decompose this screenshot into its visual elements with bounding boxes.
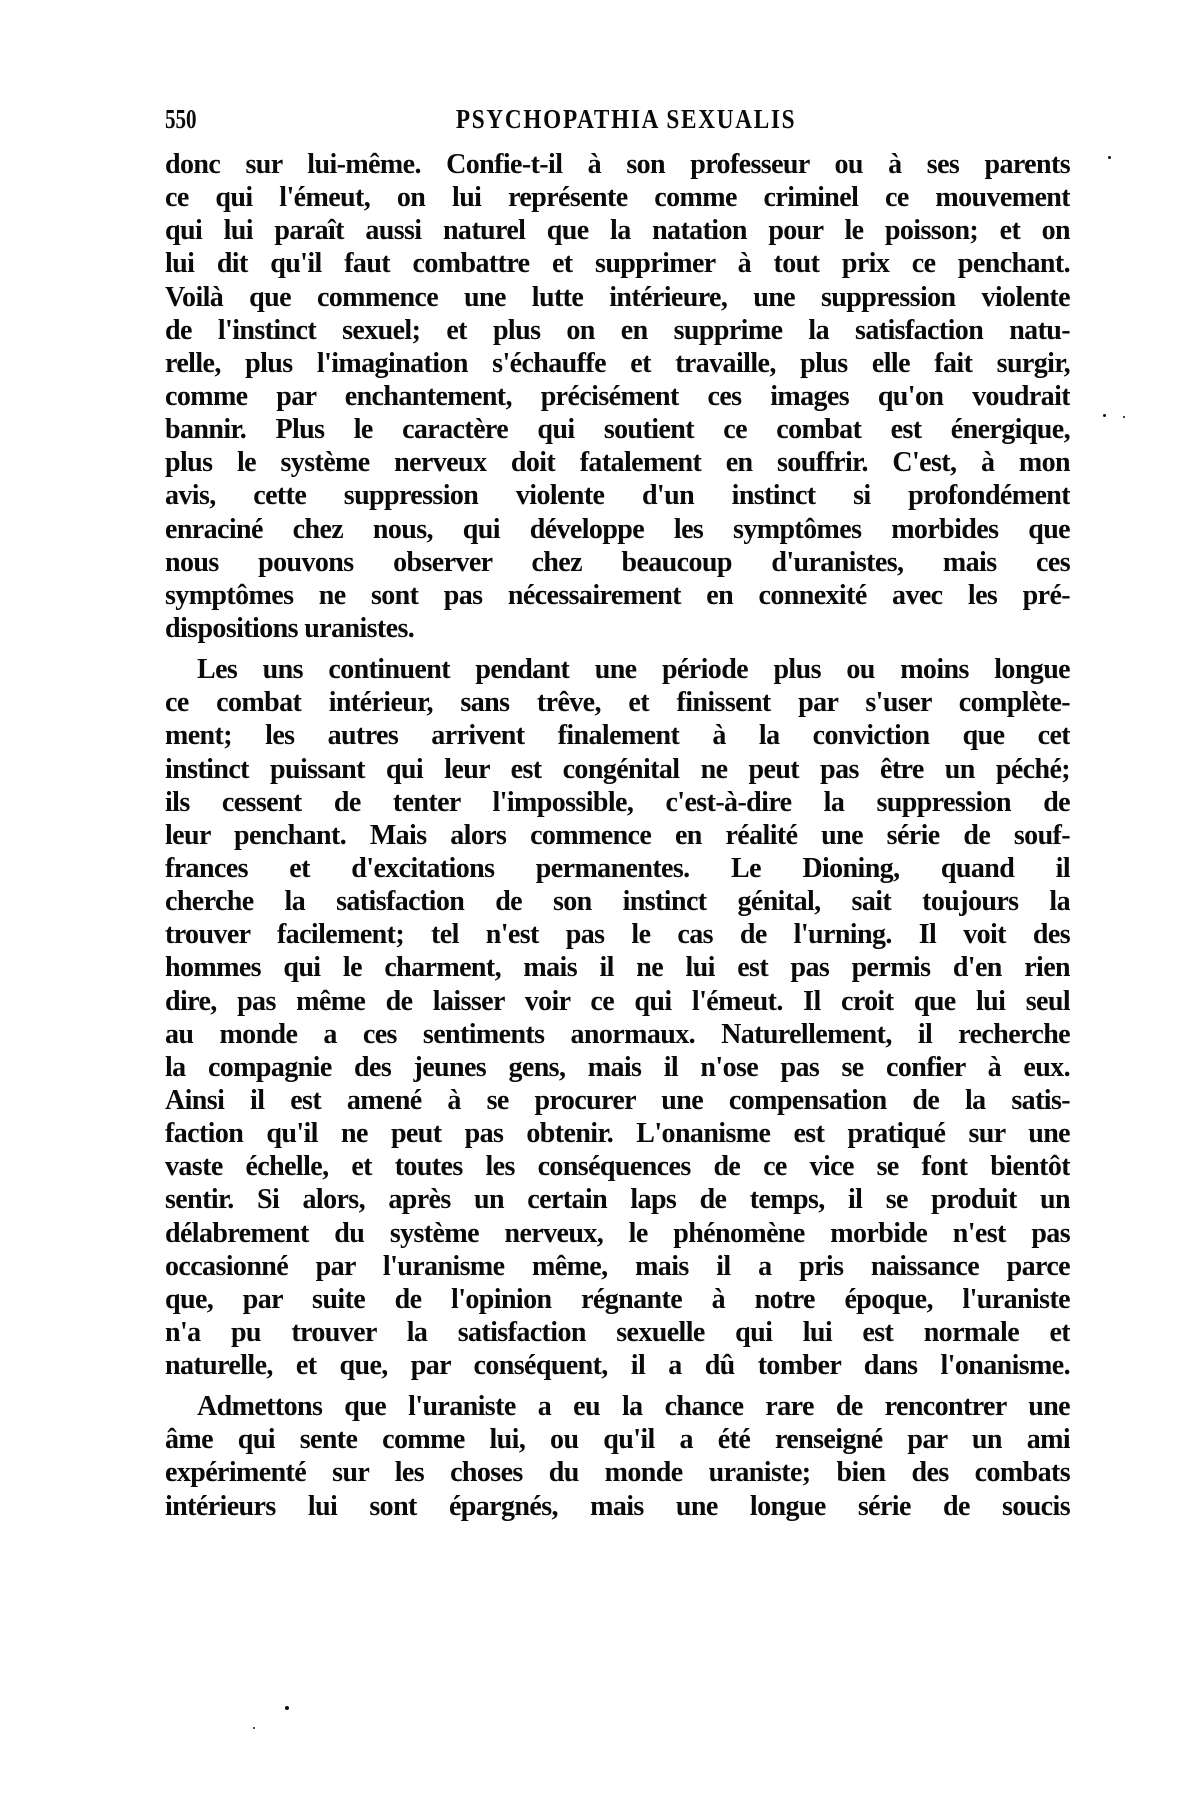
text-line: Admettons que l'uraniste a eu la chance rare de rencontrer une: [197, 1391, 1070, 1423]
text-line: n'a pu trouver la satisfaction sexuelle qui lui est normale et: [165, 1316, 1070, 1348]
text-line: Ainsi il est amené à se procurer une compensation de la satis-: [165, 1084, 1070, 1116]
text-line: que, par suite de l'opinion régnante à notre époque, l'uraniste: [165, 1283, 1070, 1315]
text-line: de l'instinct sexuel; et plus on en supprime la satisfaction natu-: [165, 314, 1070, 346]
text-line: avis, cette suppression violente d'un instinct si profondément: [165, 480, 1070, 512]
text-line: la compagnie des jeunes gens, mais il n'ose pas se confier à eux.: [165, 1051, 1070, 1083]
text-line: expérimenté sur les choses du monde uraniste; bien des combats: [165, 1457, 1070, 1489]
scan-speck: [285, 1706, 289, 1710]
text-line: vaste échelle, et toutes les conséquences de ce vice se font bientôt: [165, 1151, 1070, 1183]
paragraph-3: [165, 1390, 1070, 1523]
paragraph-2: [165, 653, 1070, 1382]
text-line: leur penchant. Mais alors commence en réalité une série de souf-: [165, 819, 1070, 851]
running-title: PSYCHOPATHIA SEXUALIS: [455, 104, 797, 134]
text-line: sentir. Si alors, après un certain laps de temps, il se produit un: [165, 1184, 1070, 1216]
text-line: comme par enchantement, précisément ces images qu'on voudrait: [165, 380, 1070, 412]
paragraph-gap: [165, 1382, 1070, 1390]
text-line: faction qu'il ne peut pas obtenir. L'onanisme est pratiqué sur une: [165, 1118, 1070, 1150]
text-line: naturelle, et que, par conséquent, il a dû tomber dans l'onanisme.: [165, 1350, 1070, 1382]
scan-speck: [1103, 414, 1106, 417]
text-line: instinct puissant qui leur est congénital ne peut pas être un péché;: [165, 753, 1070, 785]
text-line: hommes qui le charment, mais il ne lui est pas permis d'en rien: [165, 952, 1070, 984]
text-line: ils cessent de tenter l'impossible, c'est-à-dire la suppression de: [165, 786, 1070, 818]
text-line: relle, plus l'imagination s'échauffe et travaille, plus elle fait surgir,: [165, 347, 1070, 379]
scan-speck: [253, 1727, 255, 1729]
text-line: cherche la satisfaction de son instinct génital, sait toujours la: [165, 886, 1070, 918]
text-line: enraciné chez nous, qui développe les symptômes morbides que: [165, 513, 1070, 545]
text-line: intérieurs lui sont épargnés, mais une longue série de soucis: [165, 1490, 1070, 1522]
text-line: ce combat intérieur, sans trêve, et finissent par s'user complète-: [165, 687, 1070, 719]
paragraph-1: [165, 148, 1070, 645]
text-line: bannir. Plus le caractère qui soutient ce combat est énergique,: [165, 414, 1070, 446]
page-number: 550: [165, 104, 197, 134]
text-line: dispositions uranistes.: [165, 612, 415, 644]
text-line: qui lui paraît aussi naturel que la natation pour le poisson; et on: [165, 215, 1070, 247]
text-line: Les uns continuent pendant une période plus ou moins longue: [197, 654, 1070, 686]
paragraph-gap: [165, 645, 1070, 653]
text-line: ce qui l'émeut, on lui représente comme criminel ce mouvement: [165, 182, 1070, 214]
text-line: symptômes ne sont pas nécessairement en connexité avec les pré-: [165, 579, 1070, 611]
text-line: frances et d'excitations permanentes. Le Dioning, quand il: [165, 852, 1070, 884]
running-head: [165, 104, 1070, 140]
scan-speck: [1123, 416, 1125, 418]
text-line: lui dit qu'il faut combattre et supprimer à tout prix ce penchant.: [165, 248, 1070, 280]
text-line: occasionné par l'uranisme même, mais il a pris naissance parce: [165, 1250, 1070, 1282]
text-line: trouver facilement; tel n'est pas le cas de l'urning. Il voit des: [165, 919, 1070, 951]
text-line: âme qui sente comme lui, ou qu'il a été renseigné par un ami: [165, 1424, 1070, 1456]
text-line: au monde a ces sentiments anormaux. Naturellement, il recherche: [165, 1018, 1070, 1050]
text-line: ment; les autres arrivent finalement à la conviction que cet: [165, 720, 1070, 752]
body-text: [165, 148, 1070, 1523]
text-line: dire, pas même de laisser voir ce qui l'émeut. Il croit que lui seul: [165, 985, 1070, 1017]
scan-speck: [1108, 156, 1111, 159]
text-line: nous pouvons observer chez beaucoup d'uranistes, mais ces: [165, 546, 1070, 578]
text-line: Voilà que commence une lutte intérieure, une suppression violente: [165, 281, 1070, 313]
text-line: donc sur lui-même. Confie-t-il à son professeur ou à ses parents: [165, 149, 1070, 180]
text-line: délabrement du système nerveux, le phénomène morbide n'est pas: [165, 1217, 1070, 1249]
text-line: plus le système nerveux doit fatalement en souffrir. C'est, à mon: [165, 447, 1070, 479]
